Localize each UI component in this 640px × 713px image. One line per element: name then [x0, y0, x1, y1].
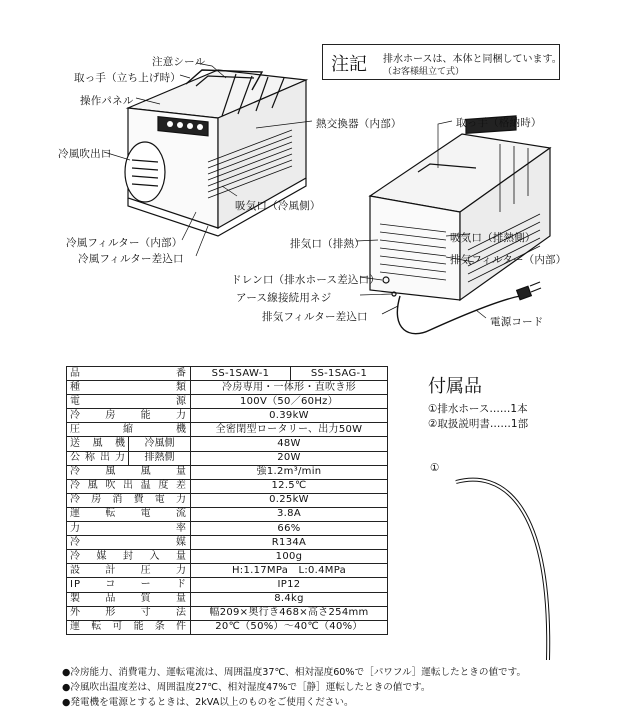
accessories-title: 付属品	[428, 376, 482, 397]
spec-value: 強1.2m³/min	[191, 465, 388, 479]
label-exhaust-hot: 排気口（排熱）	[290, 238, 365, 250]
spec-model-a: SS-1SAW-1	[191, 367, 291, 381]
spec-key: 運転電流	[67, 507, 191, 521]
spec-key: IPコード	[67, 578, 191, 592]
note-line2: （お客様組立て式）	[383, 67, 465, 77]
footnote-3: ●発電機を電源とするときは、2kVA以上のものをご使用ください。	[62, 697, 354, 708]
spec-key: 冷風風量	[67, 465, 191, 479]
spec-model-b: SS-1SAG-1	[291, 367, 388, 381]
table-row	[67, 437, 388, 451]
spec-key: 送風機	[67, 437, 129, 451]
spec-value: 全密閉型ロータリー、出力50W	[191, 423, 388, 437]
drain-hose-drawing	[440, 470, 560, 670]
spec-key: 製品質量	[67, 592, 191, 606]
spec-key: 運転可能条件	[67, 620, 191, 634]
spec-value: R134A	[191, 536, 388, 550]
label-power-cord: 電源コード	[490, 316, 544, 328]
spec-value: 100V（50／60Hz）	[191, 395, 388, 409]
spec-value: 20℃（50%）〜40℃（40%）	[191, 620, 388, 634]
spec-key: 電源	[67, 395, 191, 409]
spec-subkey: 排熱側	[129, 451, 191, 465]
table-row	[67, 465, 388, 479]
spec-key: 冷風吹出温度差	[67, 479, 191, 493]
spec-key: 設計圧力	[67, 564, 191, 578]
footnote-1: ●冷房能力、消費電力、運転電流は、周囲温度37℃、相対湿度60%で［パワフル］運転したときの値です。	[62, 667, 527, 678]
label-earth-screw: アース線接続用ネジ	[236, 292, 332, 304]
table-row	[67, 451, 388, 465]
table-row	[67, 620, 388, 634]
spec-value: 12.5℃	[191, 479, 388, 493]
label-handle-stored: 取っ手（格納時）	[456, 117, 542, 129]
label-cold-air-outlet: 冷風吹出口	[58, 148, 112, 160]
spec-value: 66%	[191, 522, 388, 536]
table-row	[67, 479, 388, 493]
spec-value: 0.39kW	[191, 409, 388, 423]
table-row	[67, 367, 388, 381]
spec-subkey: 冷風側	[129, 437, 191, 451]
spec-value: IP12	[191, 578, 388, 592]
table-row	[67, 522, 388, 536]
table-row	[67, 423, 388, 437]
spec-value: 48W	[191, 437, 388, 451]
table-row	[67, 409, 388, 423]
spec-key: 品 番	[67, 367, 191, 381]
spec-key: 外形寸法	[67, 606, 191, 620]
accessory-item-2: ②取扱説明書……1部	[428, 418, 529, 430]
spec-key: 公称出力	[67, 451, 129, 465]
label-control-panel: 操作パネル	[80, 95, 134, 107]
note-line1: 排水ホースは、本体と同梱しています。	[383, 54, 562, 65]
unit-rear-drawing	[370, 116, 550, 334]
table-row	[67, 550, 388, 564]
label-heat-exchanger: 熱交換器（内部）	[316, 118, 402, 130]
spec-value: 幅209×奥行き468×高さ254mm	[191, 606, 388, 620]
label-exhaust-filter-slot: 排気フィルター差込口	[262, 311, 368, 323]
spec-value: 冷房専用・一体形・直吹き形	[191, 381, 388, 395]
label-intake-cold: 吸気口（冷風側）	[235, 200, 321, 212]
label-cold-filter-inner: 冷風フィルター（内部）	[66, 237, 183, 249]
label-caution-seal: 注意シール	[152, 56, 206, 68]
spec-key: 冷媒	[67, 536, 191, 550]
spec-key: 冷房能力	[67, 409, 191, 423]
table-row	[67, 606, 388, 620]
note-title: 注記	[331, 54, 367, 75]
footnote-2: ●冷風吹出温度差は、周囲温度27℃、相対湿度47%で［静］運転したときの値です。	[62, 682, 431, 693]
spec-table	[66, 366, 388, 635]
spec-key: 冷房消費電力	[67, 493, 191, 507]
label-handle-upright: 取っ手（立ち上げ時）	[74, 72, 181, 84]
spec-value: 8.4kg	[191, 592, 388, 606]
spec-value: 20W	[191, 451, 388, 465]
spec-value: 0.25kW	[191, 493, 388, 507]
spec-key: 圧縮機	[67, 423, 191, 437]
table-row	[67, 592, 388, 606]
table-row	[67, 564, 388, 578]
table-row	[67, 395, 388, 409]
spec-value: H:1.17MPa L:0.4MPa	[191, 564, 388, 578]
accessory-item-1: ①排水ホース……1本	[428, 403, 528, 415]
hose-figure-marker: ①	[430, 462, 440, 474]
spec-key: 冷媒封入量	[67, 550, 191, 564]
spec-key: 力率	[67, 522, 191, 536]
spec-value: 100g	[191, 550, 388, 564]
table-row	[67, 493, 388, 507]
label-exhaust-filter-inner: 排気フィルター（内部）	[450, 254, 567, 266]
table-row	[67, 536, 388, 550]
spec-value: 3.8A	[191, 507, 388, 521]
table-row	[67, 578, 388, 592]
table-row	[67, 381, 388, 395]
label-intake-hot: 吸気口（排熱側）	[450, 232, 536, 244]
label-cold-filter-slot: 冷風フィルター差込口	[78, 253, 184, 265]
label-drain: ドレン口（排水ホース差込口）	[231, 274, 381, 286]
table-row	[67, 507, 388, 521]
spec-key: 種類	[67, 381, 191, 395]
